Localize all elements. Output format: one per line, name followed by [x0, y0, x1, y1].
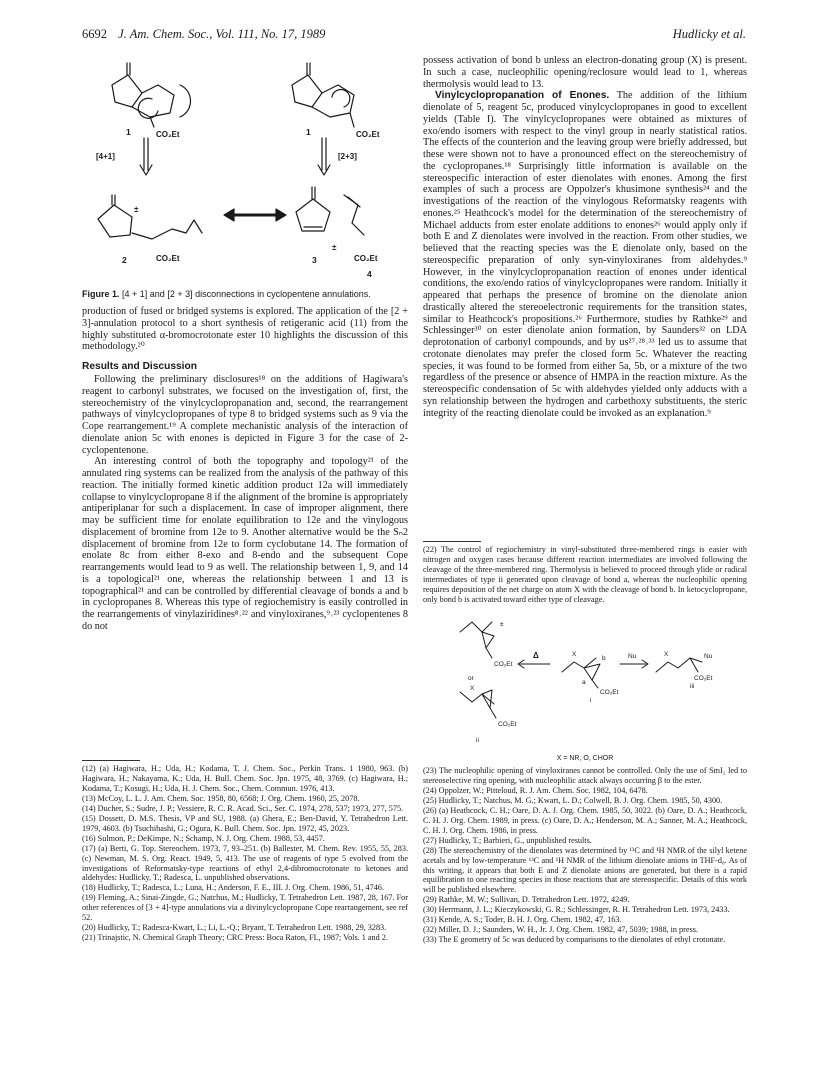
- footnote-27: (27) Hudlicky, T.; Barbieri, G., unpublished results.: [423, 835, 592, 845]
- footnote-16: (16) Sulmon, P.; DeKimpe, N.; Schamp, N. J. Org. Chem. 1988, 53, 4457.: [82, 833, 325, 843]
- ester-bond: [350, 113, 354, 127]
- scheme-x-label: X: [470, 685, 475, 692]
- figure-caption-text: [4 + 1] and [2 + 3] disconnections in cyclopentene annulations.: [122, 289, 371, 299]
- footnote-29: (29) Rathke, M. W.; Sullivan, D. Tetrahedron Lett. 1972, 4249.: [423, 895, 630, 905]
- cyclopentenone-ring: [296, 199, 330, 231]
- scheme-x-label: X: [664, 651, 669, 658]
- footnote-23: (23) The nucleophilic opening of vinyloxiranes cannot be controlled. Only the use of SmI₂ led to stereoselective ring opening, with nucleophilic attack always occurring β to the ester.: [423, 766, 747, 785]
- charge-sign: ±: [332, 243, 337, 252]
- three-membered-ring: [482, 690, 492, 708]
- disconnection-label: [2+3]: [338, 152, 357, 161]
- footnote-14: (14) Ducher, S.; Sudre, J. P.; Vessiere, R. C. R. Acad. Sci., Ser. C. 1974, 278, 537; 1973, 277, 575.: [82, 803, 404, 813]
- compound-label-1: 1: [306, 127, 311, 137]
- run-in-heading: Vinylcyclopropanation of Enones.: [435, 90, 610, 102]
- three-membered-ring: [482, 632, 494, 648]
- ester-label: CO₂Et: [156, 254, 180, 263]
- retro-arrow-head: [140, 165, 152, 175]
- ester-bond: [490, 708, 496, 718]
- scheme-ester-label: CO₂Et: [600, 689, 619, 696]
- double-bond: [348, 197, 360, 207]
- six-membered-ring: [312, 85, 354, 117]
- scheme-x-label: X: [572, 651, 577, 658]
- footnotes-left: [82, 764, 408, 943]
- cyclopentanone-ring: [292, 75, 322, 107]
- running-head: [82, 27, 746, 43]
- scheme-ester-label: CO₂Et: [498, 721, 517, 728]
- diene-chain: [132, 220, 202, 239]
- vinyl-chain: [562, 658, 596, 672]
- ester-bond: [486, 648, 492, 658]
- scheme-caption: X = NR, O, CHOR: [556, 755, 614, 762]
- figure-caption-label: Figure 1.: [82, 289, 120, 299]
- figure-1-caption: [82, 289, 408, 300]
- footnote-rule: [423, 541, 481, 542]
- vinylcyclopropanation-paragraph: [423, 90, 747, 419]
- bond-b-label: b: [602, 655, 606, 662]
- ester-label: CO₂Et: [156, 130, 180, 139]
- vinyl-chain: [460, 622, 492, 632]
- right-column-body: [423, 55, 747, 419]
- footnote-17: (17) (a) Berti, G. Top. Stereochem. 1973, 7, 93–251. (b) Ballester, M. Chem. Rev. 1955, 55, 283. (c) Newman, M. S. Org. React. 1949, 5, 413. The use of reagents of type 5 evolved from the investigations of Reformatsky-type reactions of ethyl 2,4-dibromocrotonate to ketones and aldehydes: Hudlicky, T.; Radesca, L. unpublished observations.: [82, 843, 408, 883]
- footnote-24: (24) Oppolzer, W.; Pitteloud, R. J. Am. Chem. Soc. 1982, 104, 6478.: [423, 785, 648, 795]
- footnote-28: (28) The stereochemistry of the dienolates was determined by ¹³C and ¹H NMR of the silyl ketene acetals and by low-temperature ¹³C and ¹H NMR of the lithium dienolate anions in THF-d₈. As of this writing, it appears that both E and Z dienolate anions are generated, but there is a rapid equilibration to one reacting species in those reactions that are stereospecific. Details of this work will be published elsewhere.: [423, 845, 747, 895]
- results-paragraph-2: An interesting control of both the topography and topology²¹ of the annulated ring systems can be realized from the analysis of the pathway of this reaction. The initially formed kinetic addition product 12a will immediately collapse to vinylcyclopropane 8 if the alignment of the bromine is appropriately antiperiplanar for such a displacement. In case of improper alignment, there may be sufficient time for enolate equilibration to 12e and the vinylogous displacement of bromine from 12e to 9. Another alternative would be the Sₙ2 displacement of bromine from 12e to form cyclobutane 14. The formation of enolate 8c from either 8-exo and 8-endo and the subsequent Cope rearrangements would lead to 9 as well. The relationship between 1, 9, and 14 is a topological²¹ one, whereas the relationship between 1 and 13 is topographical²¹ and can be controlled by differential cleavage of bonds a and b in cyclopropanes 8. Whereas this type of regiochemistry is easily controlled in the rearrangements of vinylaziridines⁸˒²² and vinyloxiranes,⁹˒²³ cyclopentenes 8 do not: [82, 456, 408, 632]
- ester-label: CO₂Et: [354, 254, 378, 263]
- arrow-curve: [180, 85, 191, 117]
- compound-label-1: 1: [126, 127, 131, 137]
- label-ii: ii: [476, 737, 479, 744]
- cyclopentanone-ring: [112, 75, 142, 107]
- vinyl-fragment: [344, 195, 364, 235]
- footnote-12: (12) (a) Hagiwara, H.; Uda, H.; Kodama, T. J. Chem. Soc., Perkin Trans. 1 1980, 963. (b) Hagiwara, H.; Nakayama, K.; Uda, H. Bull. Chem. Soc. Jpn. 1975, 48, 3769. (c) Hagiwara, H.; Kodama, T.; Kosugi, H.; Uda, H. J. Chem. Soc., Chem. Commun. 1976, 413.: [82, 764, 408, 793]
- footnote-21: (21) Trinajstic, N. Chemical Graph Theory; CRC Press: Boca Raton, FL, 1987; Vols. 1 and 2.: [82, 933, 388, 943]
- compound-label-4: 4: [367, 269, 372, 279]
- intro-paragraph: production of fused or bridged systems is explored. The application of the [2 + 3]-annulation protocol to a short synthesis of retigeranic acid (11) from the highly substituted α-bromocrotonate ester 10 highlights the discussion of this methodology.²⁰: [82, 306, 408, 353]
- results-paragraph-1: Following the preliminary disclosures¹⁸ on the additions of Hagiwara's reagent to carbonyl substrates, we focused on the investigation of, first, the stereochemistry of the vinylcyclopropanation and, second, the rearrangement pathways of vinylcyclopropanes of type 8 to bridged systems such as 9 via the Cope rearrangement.¹⁹ A complete mechanistic analysis of the interaction of dienolate anion 5c with enones is depicted in Figure 3 for the case of 2-cyclopentenone.: [82, 374, 408, 456]
- footnote-33: (33) The E geometry of 5c was deduced by comparisons to the dienolates of ethyl crotonate.: [423, 935, 726, 945]
- disconnection-label: [4+1]: [96, 152, 115, 161]
- footnote-30: (30) Herrmann, J. L.; Kieczykowski, G. R.; Schlessinger, R. H. Tetrahedron Lett. 1973, 2433.: [423, 905, 730, 915]
- section-heading-results: Results and Discussion: [82, 361, 197, 372]
- scheme-ester-label: CO₂Et: [494, 661, 513, 668]
- footnote-18: (18) Hudlicky, T.; Radesca, L.; Luna, H.; Anderson, F. E., III. J. Org. Chem. 1986, 51, 4746.: [82, 883, 384, 893]
- scheme-or: or: [468, 675, 474, 682]
- arrowhead: [276, 209, 286, 221]
- enone-ring: [98, 205, 132, 237]
- footnote-15: (15) Dossett, D. M.S. Thesis, VP and SU, 1988. (a) Ghera, E.; Ben-David, Y. Tetrahedron Lett. 1979, 4603. (b) Tsuchihashi, G.; Ogura, K. Bull. Chem. Soc. Jpn. 1972, 45, 2023.: [82, 813, 408, 833]
- vinyl-chain: [460, 692, 494, 704]
- nu-arrow-label: Nu: [628, 653, 637, 660]
- footnote-20: (20) Hudlicky, T.; Radesca-Kwart, L.; Li, L.-Q.; Bryant, T. Tetrahedron Lett. 1988, 29, 3283.: [82, 923, 387, 933]
- page-number: 6692: [82, 27, 107, 41]
- author-header: Hudlicky et al.: [672, 27, 746, 41]
- footnote-22-scheme: [450, 602, 730, 752]
- six-membered-ring: [132, 85, 174, 117]
- scheme-charge-top: ±: [500, 621, 504, 628]
- compound-label-2: 2: [122, 255, 127, 265]
- footnote-32: (32) Miller, D. J.; Saunders, W. H., Jr. J. Org. Chem. 1982, 47, 5039; 1988, in press.: [423, 925, 698, 935]
- footnotes-right: [423, 766, 747, 945]
- footnote-19: (19) Fleming, A.; Sinai-Zingde, G.; Natchus, M.; Hudlicky, T. Tetrahedron Lett. 1987, 28, 167. For other references of [3 + 4]-type annulations via a divinylcyclopropane Cope rearrangement, see ref 52.: [82, 893, 408, 923]
- continued-paragraph: possess activation of bond b unless an electron-donating group (X) is present. In such a case, nucleophilic opening/reclosure would lead to 1, whereas thermolysis would lead to 13.: [423, 55, 747, 90]
- label-iii: iii: [690, 683, 695, 690]
- delta-symbol: Δ: [533, 651, 539, 660]
- footnote-22: (22) The control of regiochemistry in vinyl-substituted three-membered rings is easier with nitrogen and oxygen cases because different reaction intermediates are involved following the cleavage of the three-membered ring. Thermolysis is believed to proceed through ylide or radical intermediates of type ii generated upon cleavage of bond a, whereas the nucleophilic opening requires deposition of the net charge on atom X with the cleavage of bond b. In ketocyclopropane, only bond b is activated toward either type of cleavage.: [423, 545, 747, 604]
- bond-a-label: a: [582, 679, 586, 686]
- nu-label: Nu: [704, 653, 713, 660]
- footnote-31: (31) Kende, A. S.; Toder, B. H. J. Org. Chem. 1982, 47, 163.: [423, 915, 622, 925]
- footnote-rule: [82, 760, 140, 761]
- journal-citation: J. Am. Chem. Soc., Vol. 111, No. 17, 1989: [118, 27, 326, 41]
- retro-arrow-head: [318, 165, 330, 175]
- footnote-25: (25) Hudlicky, T.; Natchus, M. G.; Kwart, L. D.; Colwell, B. J. Org. Chem. 1985, 50, 4300.: [423, 795, 723, 805]
- vinylcyclopropanation-text: The addition of the lithium dienolate of 5, reagent 5c, produced vinylcyclopropanes in good to excellent yields (Table I). The vinylcyclopropanes were obtained as mixtures of exo/endo isomers with respect to the vinyl group in nearly statistical ratios. The effects of the counterion and the leaving group were briefly addressed, but these were shown not to have a pronounced effect on the stereochemistry of the cyclopropanes.¹⁸ Surprisingly little information is available on the stereospecific interaction of ester dienolates with enones. Among the first examples of such a process are Oppolzer's khusimone synthesis²⁴ and the investigations of the reaction of the vinylogous Reformatsky reagents with enones.²⁵ Heathcock's model for the determination of the stereochemistry of Michael adducts from ester enolate additions to enones²⁶ would apply only if both E and Z dienolates were involved in the reaction. From other studies, we believed that the reacting species was the E dienolate only, based on the stereospecific preparation of only syn-vinyloxiranes from aldehydes.⁹ However, in the vinylcyclopropanation reaction of enones under identical conditions, the exo/endo ratios of vinylcyclopropanes were random. Initially it appeared that perhaps the presence of bromine on the dienolate anion drastically altered the stereoelectronic requirements for the transition states, similar to Heathcock's propositions.²⁶ Furthermore, studies by Rathke²⁹ and Schlessinger³⁰ on ester dienolate anion formation, by Saunders³² on LDA deprotonation of carbonyl compounds, and by us²⁷˒²⁸˒³³ led us to assume that crotonate dienolates may prefer the closed form 5c. Whatever the reacting species, it was found to be formed from either 5a, 5b, or a mixture of the two regardless of the presence or absence of HMPA in the reaction mixture. As the stereospecific condensation of 5c with aldehydes yielded only adducts with a syn relationship between the hydrogen and carbethoxy substituents, the steric integrity of the reacting dienolate could be invoked as an explanation.⁹: [423, 90, 747, 419]
- left-column-body: [82, 306, 408, 633]
- label-i: i: [590, 697, 592, 704]
- arrowhead: [224, 209, 234, 221]
- scheme-ester-label: CO₂Et: [694, 675, 713, 682]
- ester-bond: [150, 117, 154, 127]
- charge-sign: ±: [134, 205, 139, 214]
- compound-label-3: 3: [312, 255, 317, 265]
- ring-opened-chain: [656, 658, 702, 672]
- ester-label: CO₂Et: [356, 130, 380, 139]
- footnote-13: (13) McCoy, L. L. J. Am. Chem. Soc. 1958, 80, 6568; J. Org. Chem. 1960, 25, 2078.: [82, 793, 360, 803]
- footnote-26: (26) (a) Heathcock, C. H.; Oare, D. A. J. Org. Chem. 1985, 50, 3022. (b) Oare, D. A.; Heathcock, C. H. J. Org. Chem. 1989, in press. (c) Oare, D. A.; Henderson, M. A.; Sanner, M. A.; Heathcock, C. H. J. Org. Chem. 1986, in press.: [423, 805, 747, 835]
- arrow-curve: [332, 90, 350, 107]
- figure-1-scheme: [82, 55, 408, 285]
- ester-bond: [592, 680, 598, 688]
